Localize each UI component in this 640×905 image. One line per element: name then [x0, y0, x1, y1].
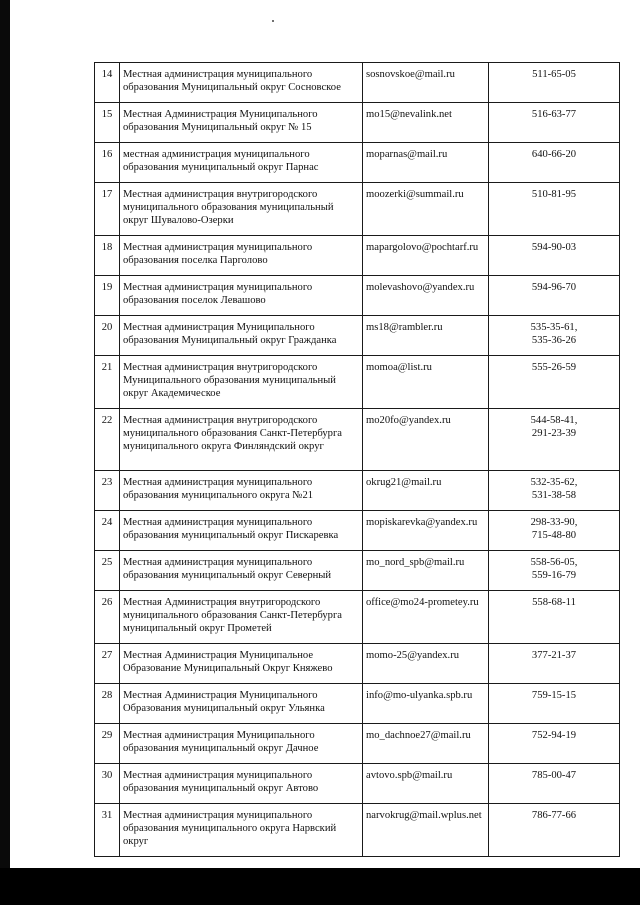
email-address: moozerki@summail.ru [363, 183, 489, 236]
phone-number: 516-63-77 [531, 109, 577, 120]
email-address: mopiskarevka@yandex.ru [363, 511, 489, 551]
scan-speck [272, 20, 274, 22]
organization-name: местная администрация муниципального образования муниципальный округ Парнас [120, 143, 363, 183]
table-row [95, 236, 620, 276]
phone-number: 640-66-20 [531, 149, 577, 160]
administrations-table [94, 62, 620, 857]
organization-name: Местная администрация муниципального образования поселка Парголово [120, 236, 363, 276]
row-number: 17 [95, 183, 120, 236]
phone-cell [489, 644, 620, 684]
email-address: momo-25@yandex.ru [363, 644, 489, 684]
organization-name: Местная администрация Муниципального образования Муниципальный округ Гражданка [120, 316, 363, 356]
organization-name: Местная администрация муниципального образования муниципальный округ Северный [120, 551, 363, 591]
phone-cell [489, 551, 620, 591]
organization-name: Местная администрация Муниципального образования муниципальный округ Дачное [120, 724, 363, 764]
table-row [95, 143, 620, 183]
phone-number: 511-65-05 [532, 69, 576, 80]
row-number: 21 [95, 356, 120, 409]
table-row [95, 764, 620, 804]
organization-name: Местная администрация муниципального образования Муниципальный округ Сосновское [120, 63, 363, 103]
email-address: mo20fo@yandex.ru [363, 409, 489, 471]
phone-cell [489, 276, 620, 316]
phone-cell [489, 103, 620, 143]
row-number: 14 [95, 63, 120, 103]
phone-number: 594-96-70 [531, 282, 577, 293]
phone-cell [489, 143, 620, 183]
phone-number: 555-26-59 [531, 362, 577, 373]
row-number: 19 [95, 276, 120, 316]
phone-cell [489, 356, 620, 409]
phone-number: 535-36-26 [531, 335, 577, 346]
row-number: 18 [95, 236, 120, 276]
phone-number: 786-77-66 [531, 810, 577, 821]
organization-name: Местная администрация внутригородского муниципального образования Санкт-Петербурга муниципального округа Финляндский округ [120, 409, 363, 471]
table-row [95, 471, 620, 511]
table-row [95, 724, 620, 764]
table-row [95, 316, 620, 356]
phone-number: 298-33-90, [530, 517, 578, 528]
table-body [95, 63, 620, 857]
table-row [95, 63, 620, 103]
organization-name: Местная администрация муниципального образования муниципальный округ Пискаревка [120, 511, 363, 551]
scan-bottom-bar [0, 868, 640, 905]
organization-name: Местная Администрация Муниципальное Образование Муниципальный Округ Княжево [120, 644, 363, 684]
table-row [95, 644, 620, 684]
phone-number: 531-38-58 [531, 490, 577, 501]
organization-name: Местная администрация муниципального образования муниципальный округ Автово [120, 764, 363, 804]
row-number: 26 [95, 591, 120, 644]
table-row [95, 183, 620, 236]
organization-name: Местная администрация внутригородского муниципального образования муниципальный округ Шувалово-Озерки [120, 183, 363, 236]
email-address: sosnovskoe@mail.ru [363, 63, 489, 103]
email-address: mo15@nevalink.net [363, 103, 489, 143]
organization-name: Местная администрация муниципального образования поселок Левашово [120, 276, 363, 316]
phone-number: 377-21-37 [531, 650, 577, 661]
organization-name: Местная Администрация внутригородского муниципального образования Санкт-Петербурга муниципальный округ Прометей [120, 591, 363, 644]
phone-cell [489, 471, 620, 511]
phone-number: 535-35-61, [530, 322, 578, 333]
table-row [95, 591, 620, 644]
phone-number: 559-16-79 [531, 570, 577, 581]
phone-cell [489, 236, 620, 276]
phone-cell [489, 511, 620, 551]
email-address: narvokrug@mail.wplus.net [363, 804, 489, 857]
organization-name: Местная Администрация Муниципального образования Муниципальный округ № 15 [120, 103, 363, 143]
email-address: info@mo-ulyanka.spb.ru [363, 684, 489, 724]
phone-cell [489, 316, 620, 356]
phone-number: 510-81-95 [531, 189, 577, 200]
phone-cell [489, 591, 620, 644]
email-address: moparnas@mail.ru [363, 143, 489, 183]
phone-number: 532-35-62, [530, 477, 578, 488]
organization-name: Местная администрация внутригородского Муниципального образования муниципальный округ Академическое [120, 356, 363, 409]
row-number: 27 [95, 644, 120, 684]
row-number: 15 [95, 103, 120, 143]
phone-number: 752-94-19 [531, 730, 577, 741]
phone-number: 785-00-47 [531, 770, 577, 781]
row-number: 16 [95, 143, 120, 183]
phone-cell [489, 183, 620, 236]
organization-name: Местная администрация муниципального образования муниципального округа Нарвский округ [120, 804, 363, 857]
table-row [95, 684, 620, 724]
phone-cell [489, 63, 620, 103]
table-row [95, 409, 620, 471]
table-row [95, 356, 620, 409]
email-address: office@mo24-prometey.ru [363, 591, 489, 644]
row-number: 30 [95, 764, 120, 804]
row-number: 24 [95, 511, 120, 551]
table-row [95, 551, 620, 591]
email-address: avtovo.spb@mail.ru [363, 764, 489, 804]
phone-number: 759-15-15 [531, 690, 577, 701]
row-number: 22 [95, 409, 120, 471]
phone-cell [489, 764, 620, 804]
phone-number: 558-56-05, [530, 557, 578, 568]
table-row [95, 103, 620, 143]
row-number: 29 [95, 724, 120, 764]
row-number: 20 [95, 316, 120, 356]
row-number: 31 [95, 804, 120, 857]
phone-cell [489, 804, 620, 857]
phone-cell [489, 684, 620, 724]
organization-name: Местная администрация муниципального образования муниципального округа №21 [120, 471, 363, 511]
email-address: okrug21@mail.ru [363, 471, 489, 511]
email-address: ms18@rambler.ru [363, 316, 489, 356]
row-number: 23 [95, 471, 120, 511]
scan-left-edge [0, 0, 10, 905]
email-address: momoa@list.ru [363, 356, 489, 409]
phone-number: 594-90-03 [531, 242, 577, 253]
email-address: molevashovo@yandex.ru [363, 276, 489, 316]
phone-number: 291-23-39 [531, 428, 577, 439]
phone-number: 558-68-11 [532, 597, 576, 608]
row-number: 25 [95, 551, 120, 591]
phone-number: 715-48-80 [531, 530, 577, 541]
table-row [95, 511, 620, 551]
email-address: mapargolovo@pochtarf.ru [363, 236, 489, 276]
phone-number: 544-58-41, [530, 415, 578, 426]
phone-cell [489, 409, 620, 471]
phone-cell [489, 724, 620, 764]
organization-name: Местная Администрация Муниципального Образования муниципальный округ Ульянка [120, 684, 363, 724]
table-row [95, 276, 620, 316]
email-address: mo_nord_spb@mail.ru [363, 551, 489, 591]
email-address: mo_dachnoe27@mail.ru [363, 724, 489, 764]
row-number: 28 [95, 684, 120, 724]
table-row [95, 804, 620, 857]
